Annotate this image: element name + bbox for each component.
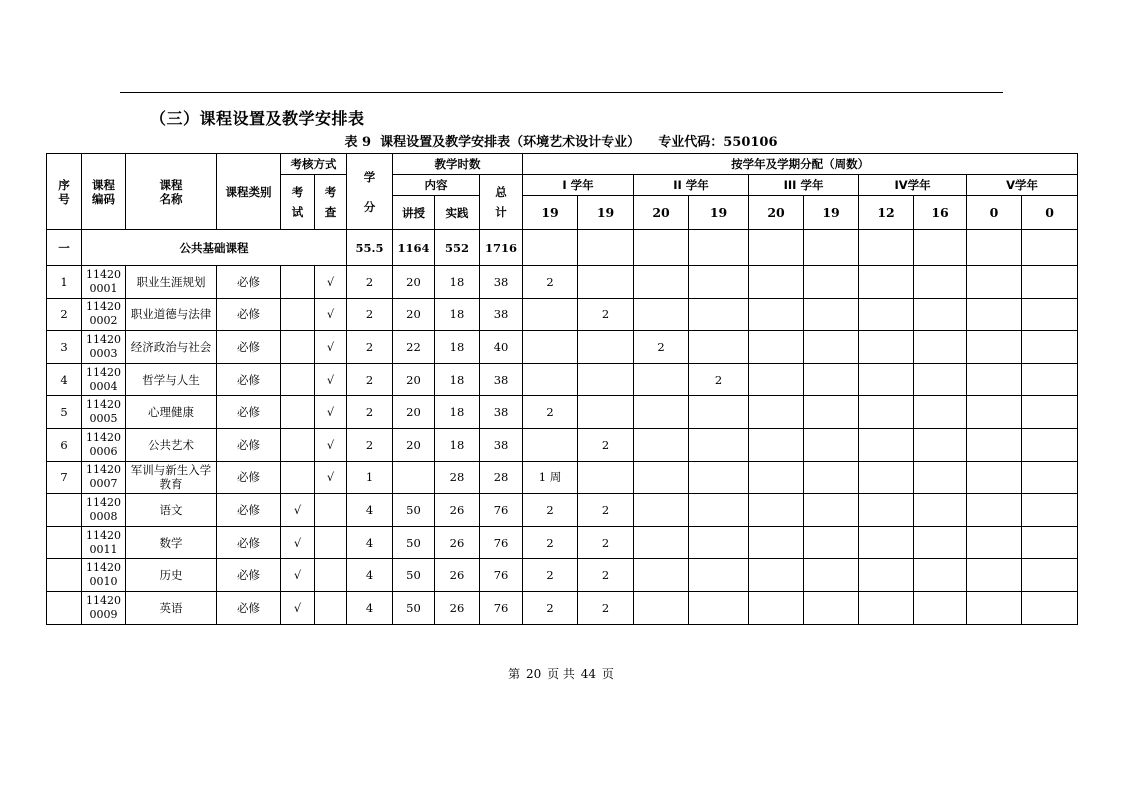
row-type: 必修 bbox=[217, 396, 281, 429]
row-sem-1: 2 bbox=[523, 591, 578, 624]
row-sem-2: 2 bbox=[578, 526, 634, 559]
row-total: 38 bbox=[480, 298, 523, 331]
group-sem-4 bbox=[689, 230, 749, 266]
row-practice: 26 bbox=[435, 494, 480, 527]
row-type: 必修 bbox=[217, 494, 281, 527]
row-seq: 5 bbox=[47, 396, 82, 429]
header-week-7: 12 bbox=[859, 196, 914, 230]
row-sem-9 bbox=[967, 266, 1022, 299]
row-sem-9 bbox=[967, 494, 1022, 527]
row-sem-6 bbox=[804, 591, 859, 624]
row-sem-3 bbox=[634, 266, 689, 299]
row-sem-8 bbox=[914, 494, 967, 527]
row-sem-6 bbox=[804, 526, 859, 559]
row-sem-10 bbox=[1022, 363, 1078, 396]
row-sem-5 bbox=[749, 526, 804, 559]
row-practice: 18 bbox=[435, 428, 480, 461]
header-lecture: 讲授 bbox=[393, 196, 435, 230]
row-sem-4 bbox=[689, 461, 749, 494]
row-sem-4 bbox=[689, 298, 749, 331]
course-row bbox=[47, 526, 1078, 559]
row-seq: 7 bbox=[47, 461, 82, 494]
row-code: 11420 0003 bbox=[82, 331, 126, 364]
row-sem-7 bbox=[859, 396, 914, 429]
group-total: 1716 bbox=[480, 230, 523, 266]
row-sem-6 bbox=[804, 396, 859, 429]
row-sem-2: 2 bbox=[578, 428, 634, 461]
row-credit: 4 bbox=[347, 526, 393, 559]
row-practice: 18 bbox=[435, 363, 480, 396]
row-total: 76 bbox=[480, 494, 523, 527]
row-sem-10 bbox=[1022, 559, 1078, 592]
header-week-2: 19 bbox=[578, 196, 634, 230]
row-sem-2 bbox=[578, 461, 634, 494]
row-check: √ bbox=[315, 331, 347, 364]
row-exam: √ bbox=[281, 494, 315, 527]
row-sem-5 bbox=[749, 298, 804, 331]
row-sem-2 bbox=[578, 363, 634, 396]
footer-page-number: 20 bbox=[525, 667, 542, 681]
header-credit-top: 学 bbox=[363, 169, 376, 184]
row-practice: 18 bbox=[435, 298, 480, 331]
row-name: 职业道德与法律 bbox=[126, 298, 217, 331]
row-sem-8 bbox=[914, 461, 967, 494]
row-sem-5 bbox=[749, 428, 804, 461]
row-sem-7 bbox=[859, 461, 914, 494]
row-lecture: 20 bbox=[393, 363, 435, 396]
row-credit: 1 bbox=[347, 461, 393, 494]
row-sem-8 bbox=[914, 591, 967, 624]
row-code: 11420 0002 bbox=[82, 298, 126, 331]
row-sem-5 bbox=[749, 494, 804, 527]
row-credit: 2 bbox=[347, 331, 393, 364]
group-name: 公共基础课程 bbox=[82, 230, 347, 266]
header-assess: 考核方式 bbox=[281, 154, 347, 175]
row-sem-10 bbox=[1022, 526, 1078, 559]
row-seq: 1 bbox=[47, 266, 82, 299]
table-caption bbox=[0, 131, 1122, 150]
row-name: 职业生涯规划 bbox=[126, 266, 217, 299]
row-seq bbox=[47, 591, 82, 624]
row-lecture: 20 bbox=[393, 396, 435, 429]
row-code: 11420 0001 bbox=[82, 266, 126, 299]
row-seq bbox=[47, 559, 82, 592]
row-sem-10 bbox=[1022, 396, 1078, 429]
row-sem-8 bbox=[914, 298, 967, 331]
header-week-4: 19 bbox=[689, 196, 749, 230]
row-sem-7 bbox=[859, 428, 914, 461]
row-exam: √ bbox=[281, 559, 315, 592]
row-sem-7 bbox=[859, 559, 914, 592]
section-title: （三）课程设置及教学安排表 bbox=[150, 109, 365, 128]
row-lecture: 50 bbox=[393, 526, 435, 559]
row-sem-5 bbox=[749, 591, 804, 624]
row-sem-7 bbox=[859, 298, 914, 331]
row-total: 40 bbox=[480, 331, 523, 364]
row-total: 76 bbox=[480, 591, 523, 624]
header-week-8: 16 bbox=[914, 196, 967, 230]
row-practice: 18 bbox=[435, 396, 480, 429]
row-sem-9 bbox=[967, 428, 1022, 461]
row-total: 38 bbox=[480, 428, 523, 461]
row-sem-7 bbox=[859, 363, 914, 396]
row-check: √ bbox=[315, 298, 347, 331]
header-total-text: 总计 bbox=[495, 185, 507, 219]
header-exam-text: 考试 bbox=[291, 185, 304, 219]
row-check: √ bbox=[315, 396, 347, 429]
row-total: 28 bbox=[480, 461, 523, 494]
header-code-text: 课程编码 bbox=[92, 177, 115, 206]
group-sem-3 bbox=[634, 230, 689, 266]
row-sem-1 bbox=[523, 363, 578, 396]
group-lecture: 1164 bbox=[393, 230, 435, 266]
group-practice: 552 bbox=[435, 230, 480, 266]
header-exam bbox=[281, 175, 315, 230]
header-distribution: 按学年及学期分配（周数） bbox=[523, 154, 1078, 175]
row-name: 公共艺术 bbox=[126, 428, 217, 461]
row-sem-2: 2 bbox=[578, 298, 634, 331]
row-type: 必修 bbox=[217, 266, 281, 299]
group-sem-10 bbox=[1022, 230, 1078, 266]
row-check: √ bbox=[315, 428, 347, 461]
table-body bbox=[47, 154, 1078, 625]
header-name bbox=[126, 154, 217, 230]
group-sem-6 bbox=[804, 230, 859, 266]
group-sem-1 bbox=[523, 230, 578, 266]
row-exam bbox=[281, 298, 315, 331]
header-week-5: 20 bbox=[749, 196, 804, 230]
row-sem-7 bbox=[859, 591, 914, 624]
row-sem-8 bbox=[914, 526, 967, 559]
row-exam bbox=[281, 363, 315, 396]
row-name: 英语 bbox=[126, 591, 217, 624]
row-lecture: 50 bbox=[393, 591, 435, 624]
row-code: 11420 0005 bbox=[82, 396, 126, 429]
row-check: √ bbox=[315, 266, 347, 299]
row-sem-5 bbox=[749, 396, 804, 429]
row-sem-7 bbox=[859, 526, 914, 559]
row-practice: 26 bbox=[435, 526, 480, 559]
course-row bbox=[47, 331, 1078, 364]
row-seq: 3 bbox=[47, 331, 82, 364]
row-sem-4: 2 bbox=[689, 363, 749, 396]
table-caption-text: 表 9 课程设置及教学安排表（环境艺术设计专业） 专业代码：550106 bbox=[344, 135, 778, 150]
row-sem-2 bbox=[578, 266, 634, 299]
row-sem-6 bbox=[804, 363, 859, 396]
row-sem-3 bbox=[634, 428, 689, 461]
row-code: 11420 0011 bbox=[82, 526, 126, 559]
row-sem-7 bbox=[859, 266, 914, 299]
row-sem-5 bbox=[749, 331, 804, 364]
row-exam: √ bbox=[281, 591, 315, 624]
row-sem-6 bbox=[804, 494, 859, 527]
row-total: 76 bbox=[480, 559, 523, 592]
row-credit: 2 bbox=[347, 363, 393, 396]
row-sem-8 bbox=[914, 331, 967, 364]
row-sem-4 bbox=[689, 331, 749, 364]
row-sem-4 bbox=[689, 494, 749, 527]
row-lecture: 50 bbox=[393, 494, 435, 527]
row-code: 11420 0006 bbox=[82, 428, 126, 461]
row-sem-3 bbox=[634, 461, 689, 494]
row-lecture: 50 bbox=[393, 559, 435, 592]
row-sem-6 bbox=[804, 461, 859, 494]
row-practice: 28 bbox=[435, 461, 480, 494]
row-seq: 4 bbox=[47, 363, 82, 396]
row-code: 11420 0007 bbox=[82, 461, 126, 494]
row-sem-3 bbox=[634, 396, 689, 429]
row-credit: 4 bbox=[347, 559, 393, 592]
row-name: 历史 bbox=[126, 559, 217, 592]
header-week-3: 20 bbox=[634, 196, 689, 230]
row-sem-7 bbox=[859, 331, 914, 364]
header-total bbox=[480, 175, 523, 230]
row-check: √ bbox=[315, 363, 347, 396]
header-year-2: II 学年 bbox=[634, 175, 749, 196]
row-name: 哲学与人生 bbox=[126, 363, 217, 396]
row-name: 经济政治与社会 bbox=[126, 331, 217, 364]
row-sem-9 bbox=[967, 461, 1022, 494]
header-rule bbox=[120, 92, 1003, 93]
row-sem-1 bbox=[523, 428, 578, 461]
course-row bbox=[47, 591, 1078, 624]
row-lecture: 20 bbox=[393, 266, 435, 299]
row-sem-3 bbox=[634, 494, 689, 527]
row-name: 语文 bbox=[126, 494, 217, 527]
row-type: 必修 bbox=[217, 461, 281, 494]
row-sem-9 bbox=[967, 298, 1022, 331]
header-type: 课程类别 bbox=[217, 154, 281, 230]
row-exam bbox=[281, 396, 315, 429]
row-name: 心理健康 bbox=[126, 396, 217, 429]
header-year-5: V学年 bbox=[967, 175, 1078, 196]
course-row bbox=[47, 266, 1078, 299]
row-sem-6 bbox=[804, 331, 859, 364]
group-credit: 55.5 bbox=[347, 230, 393, 266]
row-sem-10 bbox=[1022, 428, 1078, 461]
row-sem-4 bbox=[689, 559, 749, 592]
course-row bbox=[47, 559, 1078, 592]
row-seq bbox=[47, 494, 82, 527]
header-week-10: 0 bbox=[1022, 196, 1078, 230]
row-sem-3 bbox=[634, 591, 689, 624]
row-code: 11420 0010 bbox=[82, 559, 126, 592]
row-type: 必修 bbox=[217, 298, 281, 331]
row-lecture bbox=[393, 461, 435, 494]
header-week-1: 19 bbox=[523, 196, 578, 230]
row-sem-1: 2 bbox=[523, 266, 578, 299]
row-seq: 6 bbox=[47, 428, 82, 461]
row-total: 38 bbox=[480, 266, 523, 299]
row-sem-8 bbox=[914, 428, 967, 461]
header-year-1: I 学年 bbox=[523, 175, 634, 196]
row-sem-1: 2 bbox=[523, 396, 578, 429]
row-credit: 4 bbox=[347, 591, 393, 624]
course-plan-table bbox=[46, 153, 1078, 625]
course-row bbox=[47, 363, 1078, 396]
row-lecture: 20 bbox=[393, 428, 435, 461]
row-sem-6 bbox=[804, 559, 859, 592]
row-sem-9 bbox=[967, 363, 1022, 396]
row-sem-1 bbox=[523, 331, 578, 364]
row-total: 76 bbox=[480, 526, 523, 559]
header-week-6: 19 bbox=[804, 196, 859, 230]
row-sem-3 bbox=[634, 298, 689, 331]
row-sem-5 bbox=[749, 461, 804, 494]
header-credit-bottom: 分 bbox=[363, 199, 376, 214]
row-type: 必修 bbox=[217, 591, 281, 624]
row-type: 必修 bbox=[217, 559, 281, 592]
row-sem-10 bbox=[1022, 461, 1078, 494]
row-sem-6 bbox=[804, 428, 859, 461]
header-name-text: 课程名称 bbox=[159, 177, 183, 206]
page-footer bbox=[0, 665, 1122, 682]
row-sem-8 bbox=[914, 363, 967, 396]
footer-mid: 页 共 bbox=[547, 667, 575, 681]
row-name: 军训与新生入学教育 bbox=[126, 461, 217, 494]
row-sem-2: 2 bbox=[578, 494, 634, 527]
row-credit: 2 bbox=[347, 298, 393, 331]
header-year-3: III 学年 bbox=[749, 175, 859, 196]
header-seq-text: 序号 bbox=[58, 177, 70, 206]
row-sem-4 bbox=[689, 428, 749, 461]
row-sem-5 bbox=[749, 559, 804, 592]
row-check bbox=[315, 494, 347, 527]
header-check bbox=[315, 175, 347, 230]
row-sem-9 bbox=[967, 331, 1022, 364]
row-sem-9 bbox=[967, 591, 1022, 624]
header-year-4: IV学年 bbox=[859, 175, 967, 196]
footer-page-total: 44 bbox=[580, 667, 597, 681]
row-sem-2 bbox=[578, 396, 634, 429]
row-sem-6 bbox=[804, 298, 859, 331]
row-sem-7 bbox=[859, 494, 914, 527]
header-credit-gap bbox=[347, 184, 392, 200]
row-practice: 26 bbox=[435, 559, 480, 592]
course-row bbox=[47, 461, 1078, 494]
row-lecture: 22 bbox=[393, 331, 435, 364]
row-credit: 2 bbox=[347, 266, 393, 299]
row-sem-2: 2 bbox=[578, 559, 634, 592]
row-exam bbox=[281, 428, 315, 461]
row-credit: 4 bbox=[347, 494, 393, 527]
row-sem-2 bbox=[578, 331, 634, 364]
row-sem-9 bbox=[967, 559, 1022, 592]
row-code: 11420 0009 bbox=[82, 591, 126, 624]
row-sem-1: 1 周 bbox=[523, 461, 578, 494]
group-sem-5 bbox=[749, 230, 804, 266]
row-code: 11420 0004 bbox=[82, 363, 126, 396]
row-check bbox=[315, 559, 347, 592]
row-practice: 18 bbox=[435, 266, 480, 299]
row-sem-10 bbox=[1022, 494, 1078, 527]
row-sem-5 bbox=[749, 266, 804, 299]
row-sem-5 bbox=[749, 363, 804, 396]
row-sem-4 bbox=[689, 266, 749, 299]
header-hours: 教学时数 bbox=[393, 154, 523, 175]
row-sem-6 bbox=[804, 266, 859, 299]
row-exam bbox=[281, 266, 315, 299]
row-total: 38 bbox=[480, 363, 523, 396]
row-exam: √ bbox=[281, 526, 315, 559]
course-row bbox=[47, 428, 1078, 461]
header-row-1 bbox=[47, 154, 1078, 175]
row-exam bbox=[281, 461, 315, 494]
footer-suffix: 页 bbox=[601, 667, 614, 681]
row-sem-2: 2 bbox=[578, 591, 634, 624]
row-sem-8 bbox=[914, 396, 967, 429]
row-practice: 26 bbox=[435, 591, 480, 624]
row-sem-3 bbox=[634, 526, 689, 559]
group-sem-7 bbox=[859, 230, 914, 266]
row-credit: 2 bbox=[347, 396, 393, 429]
header-practice: 实践 bbox=[435, 196, 480, 230]
row-name: 数学 bbox=[126, 526, 217, 559]
row-check bbox=[315, 591, 347, 624]
row-exam bbox=[281, 331, 315, 364]
row-sem-9 bbox=[967, 396, 1022, 429]
group-row bbox=[47, 230, 1078, 266]
row-total: 38 bbox=[480, 396, 523, 429]
row-sem-3 bbox=[634, 559, 689, 592]
group-sem-9 bbox=[967, 230, 1022, 266]
row-sem-9 bbox=[967, 526, 1022, 559]
row-check bbox=[315, 526, 347, 559]
row-sem-10 bbox=[1022, 591, 1078, 624]
row-type: 必修 bbox=[217, 363, 281, 396]
row-sem-1: 2 bbox=[523, 494, 578, 527]
row-type: 必修 bbox=[217, 526, 281, 559]
row-seq bbox=[47, 526, 82, 559]
row-code: 11420 0008 bbox=[82, 494, 126, 527]
header-code bbox=[82, 154, 126, 230]
header-content: 内容 bbox=[393, 175, 480, 196]
header-seq bbox=[47, 154, 82, 230]
row-sem-4 bbox=[689, 591, 749, 624]
row-sem-10 bbox=[1022, 266, 1078, 299]
row-practice: 18 bbox=[435, 331, 480, 364]
footer-prefix: 第 bbox=[508, 667, 521, 681]
row-type: 必修 bbox=[217, 428, 281, 461]
row-seq: 2 bbox=[47, 298, 82, 331]
row-sem-10 bbox=[1022, 298, 1078, 331]
header-credit bbox=[347, 154, 393, 230]
row-sem-4 bbox=[689, 526, 749, 559]
row-sem-4 bbox=[689, 396, 749, 429]
row-check: √ bbox=[315, 461, 347, 494]
header-check-text: 考查 bbox=[324, 185, 337, 219]
row-sem-8 bbox=[914, 266, 967, 299]
row-sem-10 bbox=[1022, 331, 1078, 364]
row-sem-3: 2 bbox=[634, 331, 689, 364]
row-sem-3 bbox=[634, 363, 689, 396]
row-sem-1 bbox=[523, 298, 578, 331]
group-sem-8 bbox=[914, 230, 967, 266]
group-sem-2 bbox=[578, 230, 634, 266]
course-row bbox=[47, 494, 1078, 527]
row-sem-1: 2 bbox=[523, 526, 578, 559]
row-sem-1: 2 bbox=[523, 559, 578, 592]
row-sem-8 bbox=[914, 559, 967, 592]
row-credit: 2 bbox=[347, 428, 393, 461]
course-row bbox=[47, 396, 1078, 429]
row-type: 必修 bbox=[217, 331, 281, 364]
course-row bbox=[47, 298, 1078, 331]
group-seq: 一 bbox=[47, 230, 82, 266]
row-lecture: 20 bbox=[393, 298, 435, 331]
header-week-9: 0 bbox=[967, 196, 1022, 230]
